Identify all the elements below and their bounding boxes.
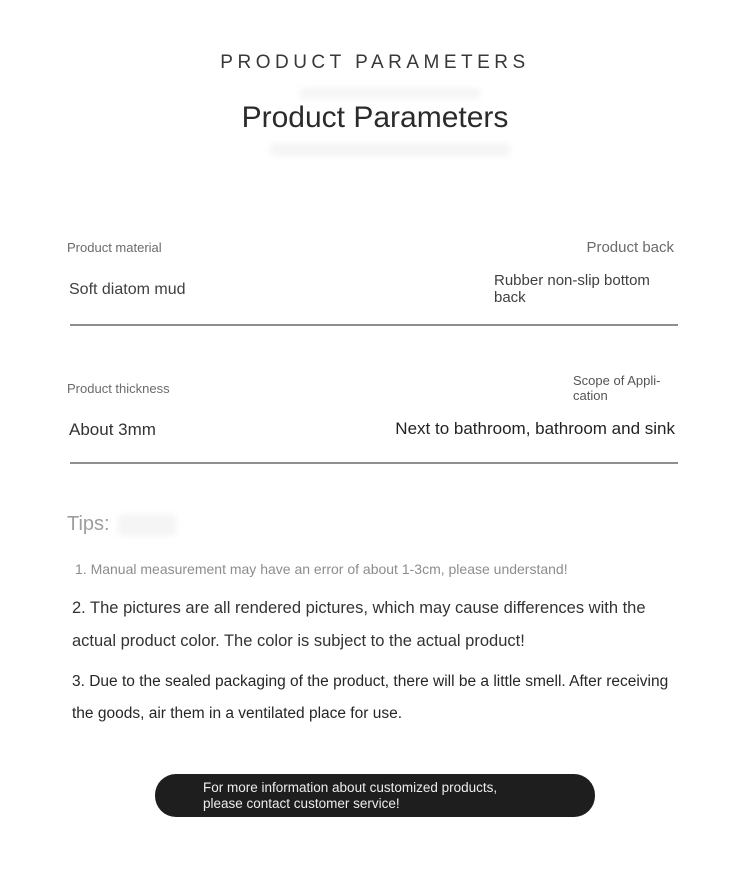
tips-heading: Tips: (67, 513, 110, 535)
divider (70, 324, 678, 326)
tip-item: 1. Manual measurement may have an error of about 1-3cm, please understand! (75, 561, 568, 577)
contact-customer-service-banner[interactable] (155, 774, 595, 817)
tip-item: 3. Due to the sealed packaging of the product, there will be a little smell. After receiving the goods, air them in a ventilated place for use. (72, 673, 669, 722)
param-value-back: Rubber non-slip bottom back (494, 272, 650, 306)
tip-item: 2. The pictures are all rendered pictures, which may cause differences with the actual product color. The color is subject to the actual product! (72, 599, 646, 650)
param-label-thickness: Product thickness (67, 381, 170, 396)
param-value-thickness: About 3mm (69, 420, 156, 439)
section-eyebrow: PRODUCT PARAMETERS (220, 52, 530, 73)
page-title: Product Parameters (241, 101, 509, 134)
watermark-ghost (300, 88, 480, 99)
divider (70, 462, 678, 464)
param-value-material: Soft diatom mud (69, 281, 186, 298)
watermark-ghost (270, 143, 510, 156)
param-label-material: Product material (67, 240, 162, 255)
param-value-scope: Next to bathroom, bathroom and sink (395, 419, 675, 438)
watermark-ghost (118, 514, 176, 536)
contact-customer-service-text: For more information about customized products, please contact customer service! (203, 779, 498, 811)
param-label-scope: Scope of Appli-cation (573, 373, 661, 403)
param-label-back: Product back (586, 239, 674, 256)
